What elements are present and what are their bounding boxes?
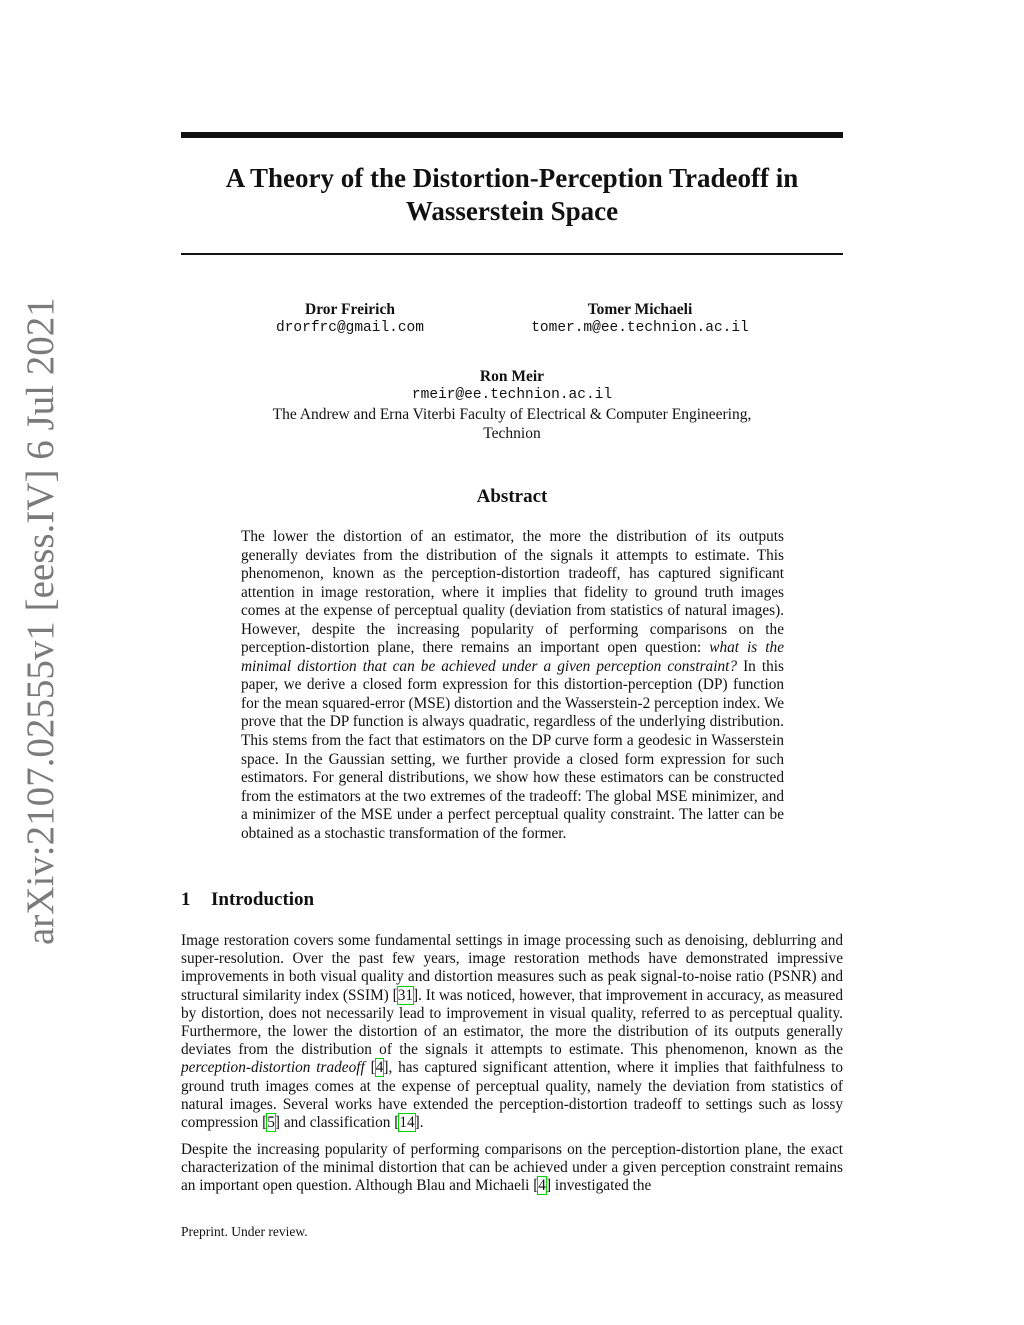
footer-note: Preprint. Under review. <box>181 1224 308 1239</box>
paragraph-text: ] investigated the <box>545 1177 652 1195</box>
paragraph-text: ]. <box>414 1114 424 1132</box>
citation-link[interactable]: 31 <box>397 986 413 1004</box>
paragraph-text: ]. It was noticed, however, that improvement in accuracy, as measured by distortion, does not necessarily lead to improvement in visual quality, referred to as perceptual quality. Furthermore, the lower the distortion of an estimator, the more the distribution of its outputs generally deviates from the distribution of the signals it attempts to estimate. This phenomenon, known as the <box>181 986 843 1059</box>
author-block-1 <box>240 300 460 338</box>
emphasis-text: perception-distortion tradeoff <box>181 1059 365 1077</box>
abstract-text: In this paper, we derive a closed form expression for this distortion-perception (DP) function for the mean squared-error (MSE) distortion and the Wasserstein-2 perception index. We prove that the DP function is always quadratic, regardless of the underlying distribution. This stems from the fact that estimators on the DP curve form a geodesic in Wasserstein space. In the Gaussian setting, we further provide a closed form expression for such estimators. For general distributions, we show how these estimators can be constructed from the estimators at the two extremes of the tradeoff: The global MSE minimizer, and a minimizer of the MSE under a perfect perceptual quality constraint. The latter can be obtained as a stochastic transformation of the former. <box>241 657 784 842</box>
author-name: Tomer Michaeli <box>587 301 693 318</box>
abstract-text: The lower the distortion of an estimator, the more the distribution of its outputs generally deviates from the distribution of the signals it attempts to estimate. This phenomenon, known as the perception-distortion tradeoff, has captured significant attention in image restoration, where it implies that fidelity to ground truth images comes at the expense of perceptual quality (deviation from statistics of natural images). However, despite the increasing popularity of performing comparisons on the perception-distortion plane, there remains an important open question: <box>241 528 784 657</box>
section-title: Introduction <box>211 889 315 910</box>
author-affiliation-line: Technion <box>483 425 541 442</box>
paragraph-text: ] and classification [ <box>274 1114 400 1132</box>
title-rule-top <box>181 132 843 138</box>
section-heading <box>181 889 314 911</box>
paragraph-text: [ <box>364 1059 376 1077</box>
citation-link[interactable]: 14 <box>399 1114 415 1132</box>
author-email[interactable]: tomer.m@ee.technion.ac.il <box>531 320 749 336</box>
abstract-question: what is the minimal distortion that can be achieved under a given perception constraint? <box>241 639 784 675</box>
arxiv-stamp: arXiv:2107.02555v1 [eess.IV] 6 Jul 2021 <box>19 297 62 945</box>
abstract-body <box>241 528 784 843</box>
author-name: Ron Meir <box>479 368 545 385</box>
author-email[interactable]: rmeir@ee.technion.ac.il <box>411 387 613 403</box>
title-rule-bottom <box>181 253 843 255</box>
paper-title: A Theory of the Distortion-Perception Tradeoff in Wasserstein Space <box>225 163 799 226</box>
author-email[interactable]: drorfrc@gmail.com <box>276 320 424 336</box>
intro-paragraph-1 <box>181 932 843 1132</box>
paragraph-text: ], has captured significant attention, where it implies that faithfulness to ground truth images comes at the expense of perceptual quality, namely the deviation from statistics of natural images. Several works have extended the perception-distortion tradeoff to settings such as lossy compression [ <box>181 1059 844 1132</box>
citation-link[interactable]: 4 <box>375 1059 384 1077</box>
section-number: 1 <box>181 889 191 910</box>
intro-paragraph-2 <box>181 1141 843 1196</box>
paragraph-text: Image restoration covers some fundamental settings in image processing such as denoising, deblurring and super-resolution. Over the past few years, image restoration methods have demonstrated impressive improvements in both visual quality and distortion measures such as peak signal-to-noise ratio (PSNR) and structural similarity index (SSIM) [ <box>181 932 843 1004</box>
paragraph-text: Despite the increasing popularity of performing comparisons on the perception-distortion plane, the exact characterization of the minimal distortion that can be achieved under a given perception constraint remains an important open question. Although Blau and Michaeli [ <box>181 1141 843 1195</box>
author-name: Dror Freirich <box>305 301 395 318</box>
author-block-3 <box>240 367 784 443</box>
citation-link[interactable]: 5 <box>267 1114 275 1132</box>
citation-link[interactable]: 4 <box>538 1177 546 1195</box>
author-block-2 <box>510 300 770 338</box>
author-affiliation-line: The Andrew and Erna Viterbi Faculty of Electrical & Computer Engineering, <box>272 406 752 423</box>
abstract-heading: Abstract <box>476 486 548 507</box>
